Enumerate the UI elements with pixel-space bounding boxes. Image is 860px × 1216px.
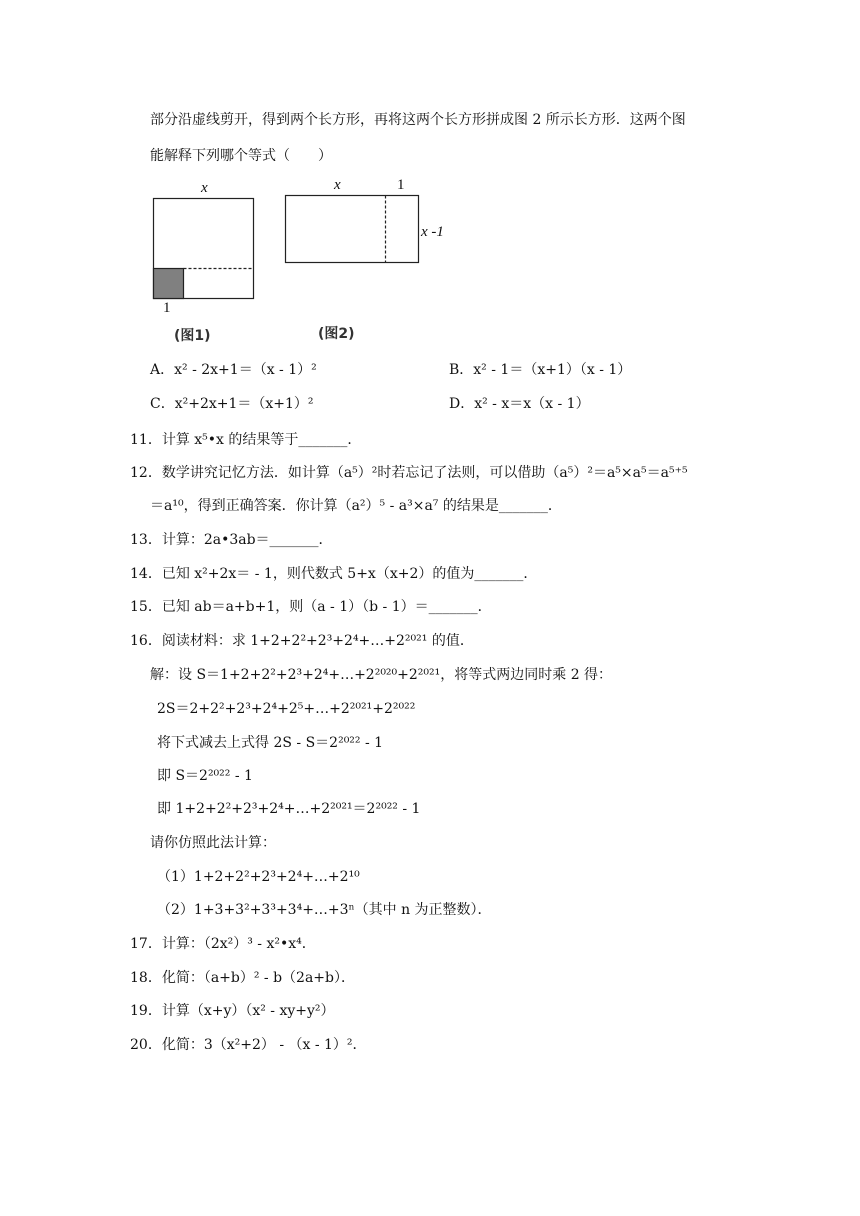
option-c: C．x²+2x+1＝（x+1）²: [150, 396, 314, 412]
question-14: 14．已知 x²+2x＝ - 1，则代数式 5+x（x+2）的值为_______．: [130, 566, 538, 582]
fig2-rectangle: [286, 196, 419, 263]
question-16-solution-1: 解：设 S＝1+2+2²+2³+2⁴+…+2²⁰²⁰+2²⁰²¹，将等式两边同时乘 2 得：: [150, 667, 613, 683]
question-16-prompt: 请你仿照此法计算：: [150, 835, 276, 851]
fig2-side-label: x -1: [421, 224, 444, 240]
figure-2: [282, 192, 422, 266]
option-b: B．x² - 1＝（x+1）（x - 1）: [449, 362, 632, 378]
question-16-solution-3: 将下式减去上式得 2S - S＝2²⁰²² - 1: [157, 735, 384, 751]
question-12-line1: 12．数学讲究记忆方法．如计算（a⁵）²时若忘记了法则，可以借助（a⁵）²＝a⁵×a⁵＝a⁵⁺⁵: [130, 465, 688, 481]
question-16-part-1: （1）1+2+2²+2³+2⁴+…+2¹⁰: [157, 869, 360, 885]
question-16-solution-5: 即 1+2+2²+2³+2⁴+…+2²⁰²¹＝2²⁰²² - 1: [157, 801, 421, 817]
question-12-line2: ＝a¹⁰，得到正确答案．你计算（a²）⁵ - a³×a⁷ 的结果是_______．: [150, 498, 562, 514]
question-18: 18．化简：（a+b）² - b（2a+b）．: [130, 970, 356, 986]
q10-text-line2: 能解释下列哪个等式（ ）: [150, 148, 332, 164]
question-11: 11．计算 x⁵•x 的结果等于_______．: [130, 432, 362, 448]
question-19: 19．计算（x+y）（x² - xy+y²）: [130, 1003, 335, 1019]
question-20: 20．化简：3（x²+2） - （x - 1）²．: [130, 1037, 367, 1053]
fig2-top-label-1: 1: [397, 177, 405, 193]
q10-text-line1: 部分沿虚线剪开，得到两个长方形，再将这两个长方形拼成图 2 所示长方形．这两个图: [150, 112, 686, 128]
question-15: 15．已知 ab＝a+b+1，则（a - 1）（b - 1）＝_______．: [130, 599, 492, 615]
fig1-caption: (图1): [174, 328, 211, 344]
fig1-shaded-square: [154, 269, 184, 299]
question-17: 17．计算：（2x²）³ - x²•x⁴．: [130, 936, 316, 952]
question-16-solution-2: 2S＝2+2²+2³+2⁴+2⁵+…+2²⁰²¹+2²⁰²²: [157, 701, 416, 717]
question-16-title: 16．阅读材料：求 1+2+2²+2³+2⁴+…+2²⁰²¹ 的值．: [130, 633, 474, 649]
fig2-caption: (图2): [318, 326, 355, 342]
question-13: 13．计算：2a•3ab＝_______．: [130, 532, 333, 548]
option-a: A．x² - 2x+1＝（x - 1）²: [150, 362, 317, 378]
figure-1: [150, 195, 260, 305]
option-d: D．x² - x＝x（x - 1）: [449, 396, 590, 412]
question-16-part-2: （2）1+3+3²+3³+3⁴+…+3ⁿ（其中 n 为正整数）．: [157, 902, 492, 918]
fig1-top-label: x: [201, 180, 208, 196]
fig2-top-label-x: x: [334, 177, 341, 193]
fig1-bottom-label: 1: [163, 300, 171, 316]
question-16-solution-4: 即 S＝2²⁰²² - 1: [157, 768, 253, 784]
